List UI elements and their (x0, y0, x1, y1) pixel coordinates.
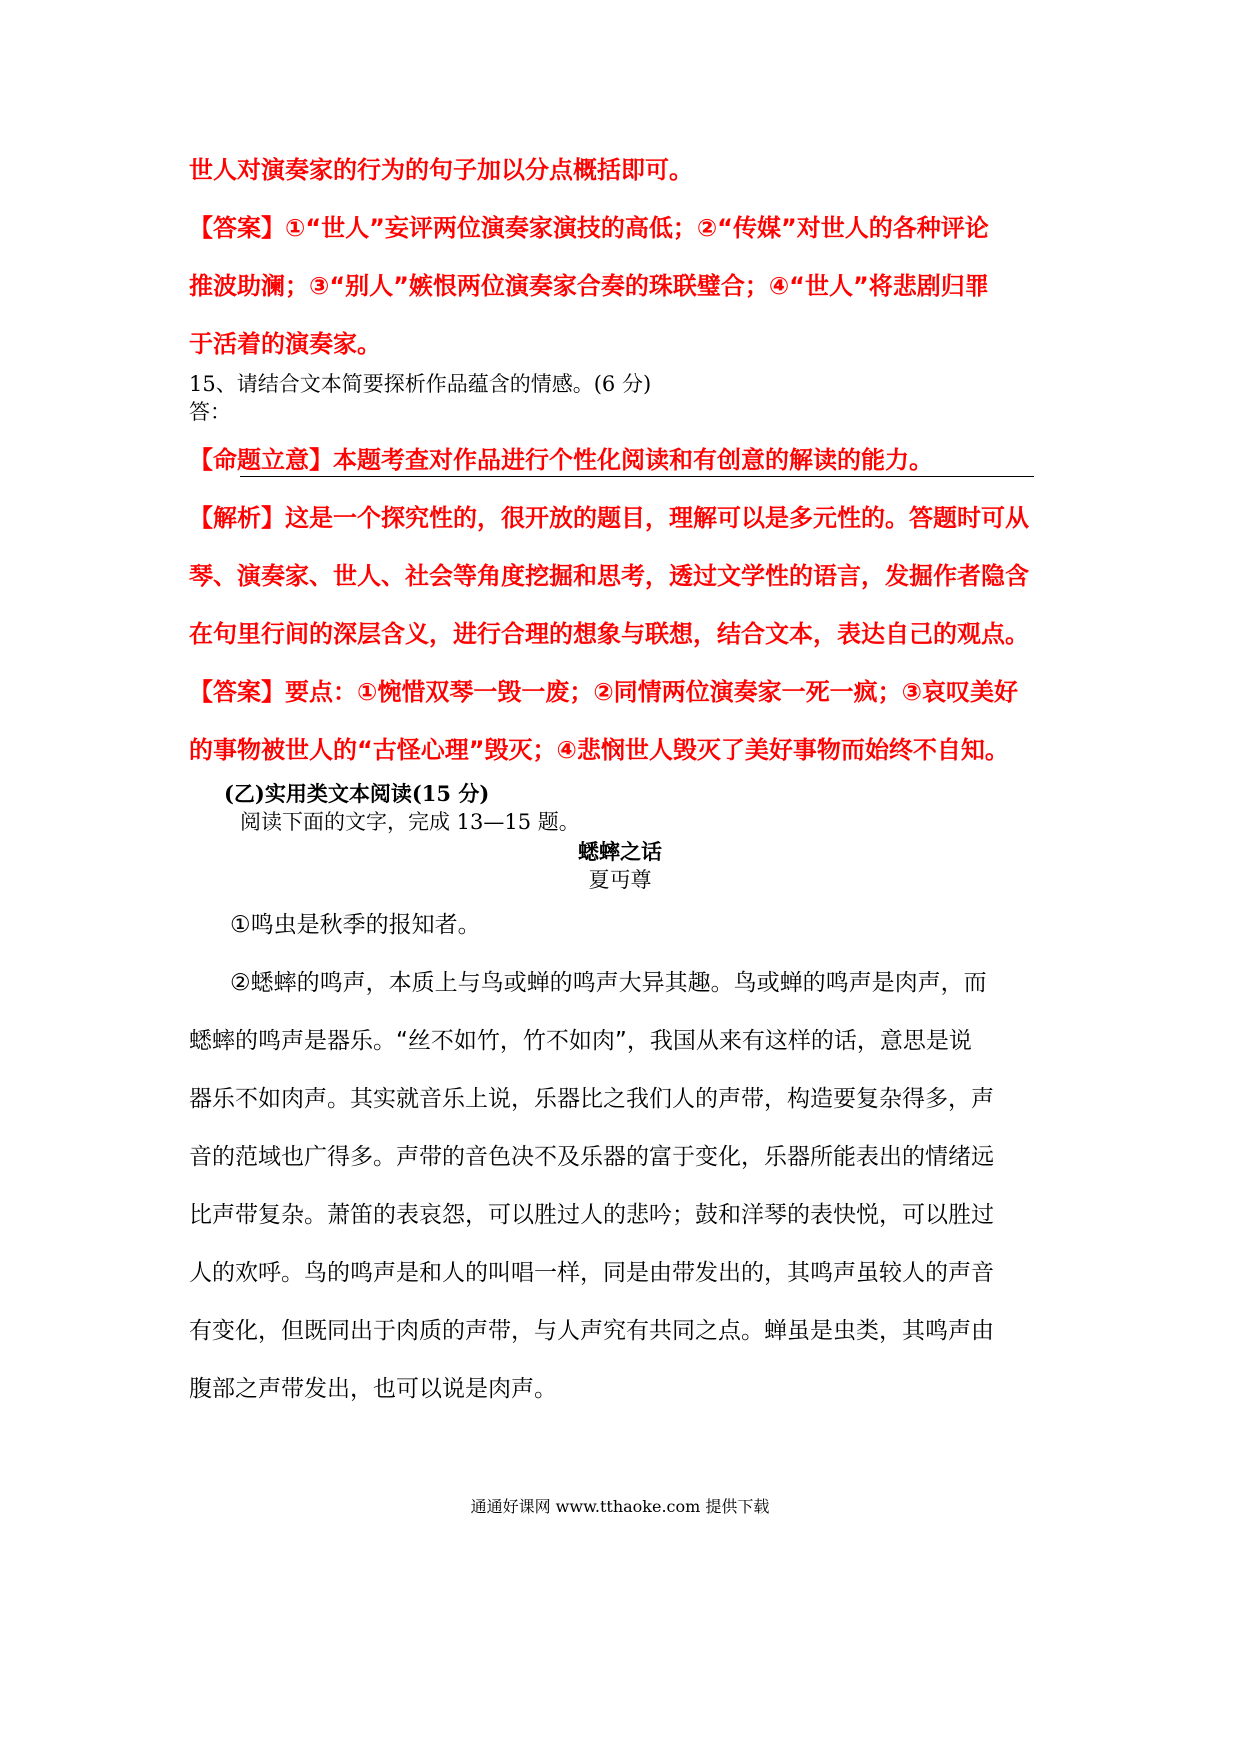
analysis-14-end: 世人对演奏家的行为的句子加以分点概括即可。 (189, 156, 693, 184)
paragraph-1: ①鸣虫是秋季的报知者。 (230, 912, 481, 938)
analysis-15-line-3: 在句里行间的深层含义，进行合理的想象与联想，结合文本，表达自己的观点。 (189, 620, 1029, 648)
paragraph-2-line-7: 有变化，但既同出于肉质的声带，与人声究有共同之点。蝉虽是虫类，其鸣声由 (189, 1318, 994, 1344)
paragraph-2-line-8: 腹部之声带发出，也可以说是肉声。 (189, 1376, 557, 1402)
article-title: 蟋蟀之话 (578, 839, 662, 864)
paragraph-2-line-5: 比声带复杂。萧笛的表哀怨，可以胜过人的悲吟；鼓和洋琴的表快悦，可以胜过 (189, 1202, 994, 1228)
paragraph-2-line-4: 音的范域也广得多。声带的音色决不及乐器的富于变化，乐器所能表出的情绪远 (189, 1144, 994, 1170)
intent-15: 【命题立意】本题考查对作品进行个性化阅读和有创意的解读的能力。 (189, 446, 933, 474)
analysis-15-line-1: 【解析】这是一个探究性的，很开放的题目，理解可以是多元性的。答题时可从 (189, 504, 1029, 532)
section-instruction: 阅读下面的文字，完成 13—15 题。 (240, 810, 580, 834)
paragraph-2-line-3: 器乐不如肉声。其实就音乐上说，乐器比之我们人的声带，构造要复杂得多，声 (189, 1086, 994, 1112)
analysis-15-line-2: 琴、演奏家、世人、社会等角度挖掘和思考，透过文学性的语言，发掘作者隐含 (189, 562, 1029, 590)
answer-15-line-1: 【答案】要点：①惋惜双琴一毁一废；②同情两位演奏家一死一疯；③哀叹美好 (189, 678, 1018, 706)
paragraph-2-line-6: 人的欢呼。鸟的鸣声是和人的叫唱一样，同是由带发出的，其鸣声虽较人的声音 (189, 1260, 994, 1286)
answer-14-line-3: 于活着的演奏家。 (189, 330, 381, 358)
answer-15-line-2: 的事物被世人的“古怪心理”毁灭；④悲悯世人毁灭了美好事物而始终不自知。 (189, 736, 1009, 764)
answer-14-line-2: 推波助澜；③“别人”嫉恨两位演奏家合奏的珠联璧合；④“世人”将悲剧归罪 (189, 272, 989, 300)
article-author: 夏丏尊 (588, 868, 652, 892)
page-footer: 通通好课网 www.tthaoke.com 提供下载 (470, 1497, 770, 1516)
answer-14-line-1: 【答案】①“世人”妄评两位演奏家演技的高低；②“传媒”对世人的各种评论 (189, 214, 989, 242)
question-15: 15、请结合文本简要探析作品蕴含的情感。(6 分) (189, 372, 652, 396)
section-heading: (乙)实用类文本阅读(15 分) (224, 781, 490, 806)
answer-underline (240, 476, 1034, 477)
paragraph-2-line-1: ②蟋蟀的鸣声，本质上与鸟或蝉的鸣声大异其趣。鸟或蝉的鸣声是肉声，而 (230, 970, 987, 996)
paragraph-2-line-2: 蟋蟀的鸣声是器乐。“丝不如竹，竹不如肉”，我国从来有这样的话，意思是说 (189, 1028, 972, 1054)
answer-prompt: 答： (189, 400, 231, 424)
